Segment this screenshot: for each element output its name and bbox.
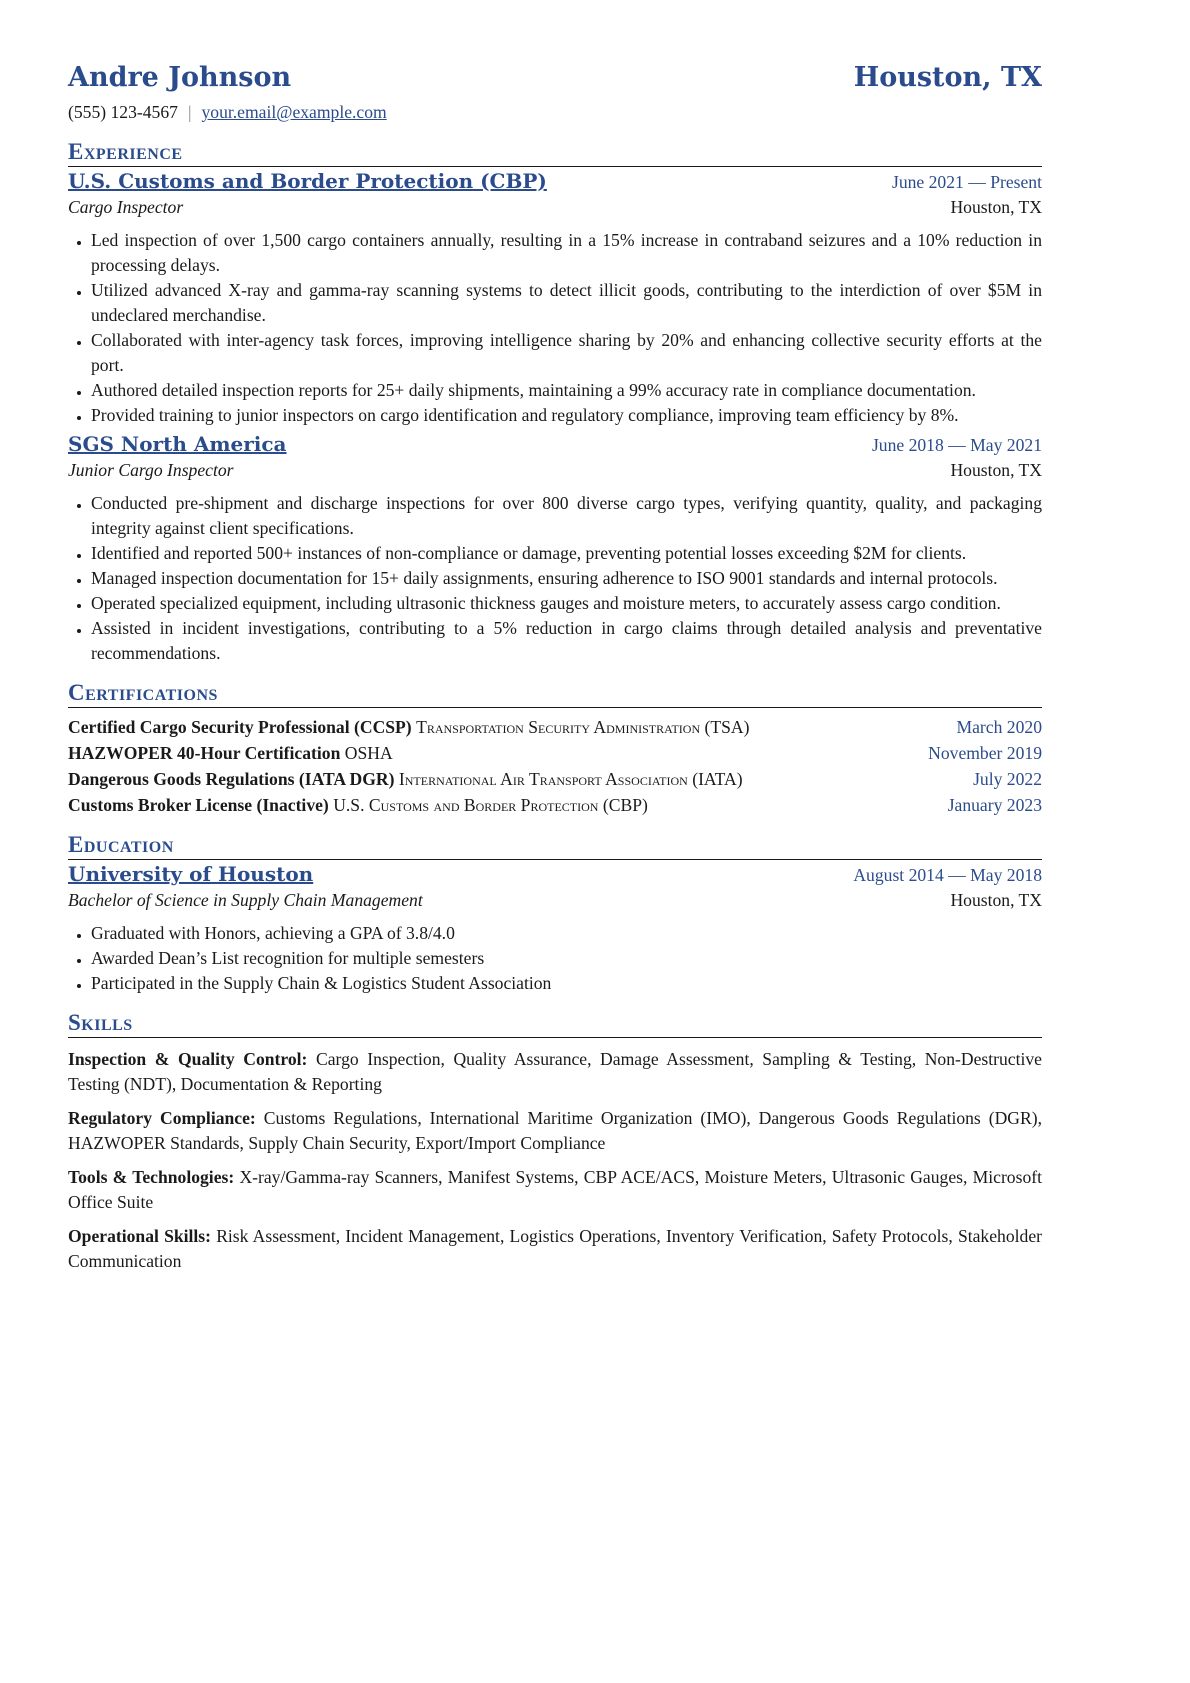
certification-date: November 2019 [928, 743, 1042, 763]
certification-row [68, 740, 1042, 766]
skill-group [68, 1224, 1042, 1274]
contact-line [68, 100, 1042, 125]
certification-issuer: Transportation Security Administration (TSA) [416, 717, 750, 737]
bullet-item: • Authored detailed inspection reports for 25+ daily shipments, maintaining a 99% accuracy rate in compliance documentation. [91, 378, 1042, 403]
experience-entry [68, 167, 1042, 428]
skill-group [68, 1106, 1042, 1156]
phone-number: (555) 123-4567 [68, 102, 178, 122]
resume-page [68, 58, 1042, 1274]
degree: Bachelor of Science in Supply Chain Management [68, 890, 423, 910]
section-title-education: Education [68, 832, 1042, 860]
section-title-skills: Skills [68, 1010, 1042, 1038]
job-location: Houston, TX [950, 460, 1042, 480]
bullet-item: • Identified and reported 500+ instances of non-compliance or damage, preventing potential losses exceeding $2M for clients. [91, 541, 1042, 566]
skill-label: Inspection & Quality Control: [68, 1049, 308, 1069]
section-title-certifications: Certifications [68, 680, 1042, 708]
bullet-item: • Awarded Dean’s List recognition for multiple semesters [91, 946, 1042, 971]
education-dates: August 2014 — May 2018 [853, 865, 1042, 885]
certification-issuer: International Air Transport Association (IATA) [398, 769, 743, 789]
skill-values: Cargo Inspection, Quality Assurance, Damage Assessment, Sampling & Testing, Non-Destructive Testing (NDT), Documentation & Reporting [68, 1049, 1042, 1094]
bullet-item: • Conducted pre-shipment and discharge inspections for over 800 diverse cargo types, verifying quantity, quality, and packaging integrity against client specifications. [91, 491, 1042, 541]
certification-date: January 2023 [947, 795, 1042, 815]
bullet-list [68, 921, 1042, 996]
bullet-item: • Participated in the Supply Chain & Logistics Student Association [91, 971, 1042, 996]
certification-date: July 2022 [973, 769, 1042, 789]
bullet-item: • Led inspection of over 1,500 cargo containers annually, resulting in a 15% increase in contraband seizures and a 10% reduction in processing delays. [91, 228, 1042, 278]
experience-entry [68, 430, 1042, 666]
skills-list [68, 1047, 1042, 1274]
employment-dates: June 2021 — Present [891, 172, 1042, 192]
employment-dates: June 2018 — May 2021 [871, 435, 1042, 455]
job-title: Cargo Inspector [68, 197, 184, 217]
certification-name: Certified Cargo Security Professional (CCSP) [68, 717, 412, 737]
certification-issuer: U.S. Customs and Border Protection (CBP) [333, 795, 648, 815]
education-entry [68, 860, 1042, 996]
section-title-experience: Experience [68, 139, 1042, 167]
bullet-item: • Managed inspection documentation for 15+ daily assignments, ensuring adherence to ISO 9001 standards and internal protocols. [91, 566, 1042, 591]
bullet-item: • Operated specialized equipment, including ultrasonic thickness gauges and moisture meters, to accurately assess cargo condition. [91, 591, 1042, 616]
skill-group [68, 1165, 1042, 1215]
bullet-item: • Collaborated with inter-agency task forces, improving intelligence sharing by 20% and enhancing collective security efforts at the port. [91, 328, 1042, 378]
skill-values: X-ray/Gamma-ray Scanners, Manifest Systems, CBP ACE/ACS, Moisture Meters, Ultrasonic Gauges, Microsoft Office Suite [68, 1167, 1042, 1212]
skill-label: Tools & Technologies: [68, 1167, 235, 1187]
job-title: Junior Cargo Inspector [68, 460, 234, 480]
skill-label: Operational Skills: [68, 1226, 212, 1246]
employer-link[interactable]: U.S. Customs and Border Protection (CBP) [68, 169, 547, 193]
certification-row [68, 714, 1042, 740]
skill-label: Regulatory Compliance: [68, 1108, 256, 1128]
school-link[interactable]: University of Houston [68, 862, 314, 886]
certification-name: Dangerous Goods Regulations (IATA DGR) [68, 769, 395, 789]
bullet-item: • Assisted in incident investigations, contributing to a 5% reduction in cargo claims through detailed analysis and preventative recommendations. [91, 616, 1042, 666]
candidate-location: Houston, TX [853, 62, 1042, 93]
skill-group [68, 1047, 1042, 1097]
email-link[interactable]: your.email@example.com [201, 102, 387, 122]
job-location: Houston, TX [950, 197, 1042, 217]
contact-separator: | [187, 102, 192, 122]
bullet-item: • Provided training to junior inspectors on cargo identification and regulatory compliance, improving team efficiency by 8%. [91, 403, 1042, 428]
certification-row [68, 766, 1042, 792]
certification-name: HAZWOPER 40-Hour Certification [68, 743, 341, 763]
bullet-item: • Graduated with Honors, achieving a GPA of 3.8/4.0 [91, 921, 1042, 946]
resume-header [68, 58, 1042, 98]
bullet-list [68, 228, 1042, 428]
skill-values: Customs Regulations, International Maritime Organization (IMO), Dangerous Goods Regulations (DGR), HAZWOPER Standards, Supply Chain Security, Export/Import Compliance [68, 1108, 1042, 1153]
candidate-name: Andre Johnson [68, 62, 292, 93]
employer-link[interactable]: SGS North America [68, 432, 287, 456]
skill-values: Risk Assessment, Incident Management, Logistics Operations, Inventory Verification, Safety Protocols, Stakeholder Communication [68, 1226, 1042, 1271]
bullet-list [68, 491, 1042, 666]
certification-row [68, 792, 1042, 818]
school-location: Houston, TX [950, 890, 1042, 910]
certification-issuer: OSHA [344, 743, 393, 763]
bullet-item: • Utilized advanced X-ray and gamma-ray scanning systems to detect illicit goods, contributing to the interdiction of over $5M in undeclared merchandise. [91, 278, 1042, 328]
certifications-list [68, 714, 1042, 818]
certification-name: Customs Broker License (Inactive) [68, 795, 329, 815]
certification-date: March 2020 [956, 717, 1042, 737]
